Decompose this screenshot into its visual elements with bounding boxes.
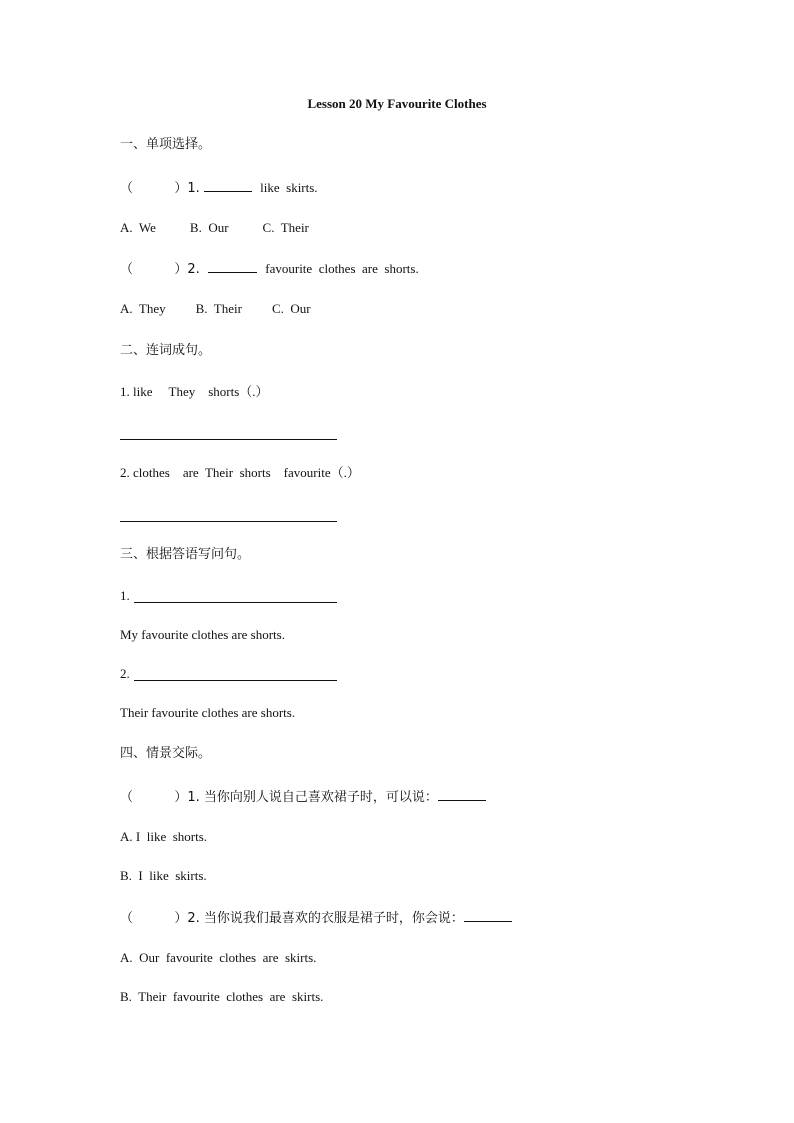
s3-answer-2: Their favourite clothes are shorts. bbox=[120, 705, 296, 720]
s4-question-2 bbox=[120, 909, 512, 927]
section-2-heading: 二、连词成句。 bbox=[120, 343, 212, 358]
s4-question-1 bbox=[120, 788, 486, 806]
section-1-heading: 一、单项选择。 bbox=[120, 137, 212, 152]
s1-q2-option-c: C. Our bbox=[271, 301, 311, 316]
s1-q2-blank bbox=[208, 260, 257, 273]
s1-q1-option-c: C. Their bbox=[262, 220, 309, 235]
s3-q2-number: 2. bbox=[120, 666, 130, 681]
s3-q1-number: 1. bbox=[120, 588, 130, 603]
s2-question-2: 2. clothes are Their shorts favourite（.） bbox=[120, 465, 360, 480]
s1-q1-option-a: A. We bbox=[120, 220, 156, 235]
s4-q1-option-b: B. I like skirts. bbox=[120, 868, 207, 883]
s1-q2-option-b: B. Their bbox=[195, 301, 242, 316]
s1-q1-text: like skirts. bbox=[260, 180, 318, 195]
s2-q1-answer-line bbox=[120, 439, 337, 440]
s1-q2-options bbox=[120, 301, 311, 317]
s4-q2-blank bbox=[464, 909, 512, 922]
section-4-heading: 四、情景交际。 bbox=[120, 746, 212, 761]
s1-question-2 bbox=[120, 260, 419, 278]
s3-q1-answer-line bbox=[134, 602, 337, 603]
s2-q2-answer-line bbox=[120, 521, 337, 522]
section-3-heading: 三、根据答语写问句。 bbox=[120, 547, 251, 562]
s2-question-1: 1. like They shorts（.） bbox=[120, 384, 269, 399]
s4-q1-option-a: A. I like shorts. bbox=[120, 829, 208, 844]
s1-q1-option-b: B. Our bbox=[189, 220, 229, 235]
s1-q1-blank bbox=[204, 179, 252, 192]
page-title: Lesson 20 My Favourite Clothes bbox=[307, 96, 487, 111]
s4-q1-blank bbox=[438, 788, 486, 801]
s4-q2-option-a: A. Our favourite clothes are skirts. bbox=[120, 950, 317, 965]
s1-q1-paren: （ ）1. bbox=[120, 181, 200, 196]
s1-question-1 bbox=[120, 179, 318, 197]
s1-q2-paren: （ ）2. bbox=[120, 262, 200, 277]
s1-q1-options bbox=[120, 220, 309, 236]
s4-q2-text: （ ）2. 当你说我们最喜欢的衣服是裙子时，你会说： bbox=[120, 911, 464, 926]
s4-q2-option-b: B. Their favourite clothes are skirts. bbox=[120, 989, 324, 1004]
s1-q2-option-a: A. They bbox=[120, 301, 166, 316]
s1-q2-text: favourite clothes are shorts. bbox=[265, 261, 419, 276]
s3-answer-1: My favourite clothes are shorts. bbox=[120, 627, 285, 642]
s3-q2-answer-line bbox=[134, 680, 337, 681]
s4-q1-text: （ ）1. 当你向别人说自己喜欢裙子时，可以说： bbox=[120, 790, 438, 805]
